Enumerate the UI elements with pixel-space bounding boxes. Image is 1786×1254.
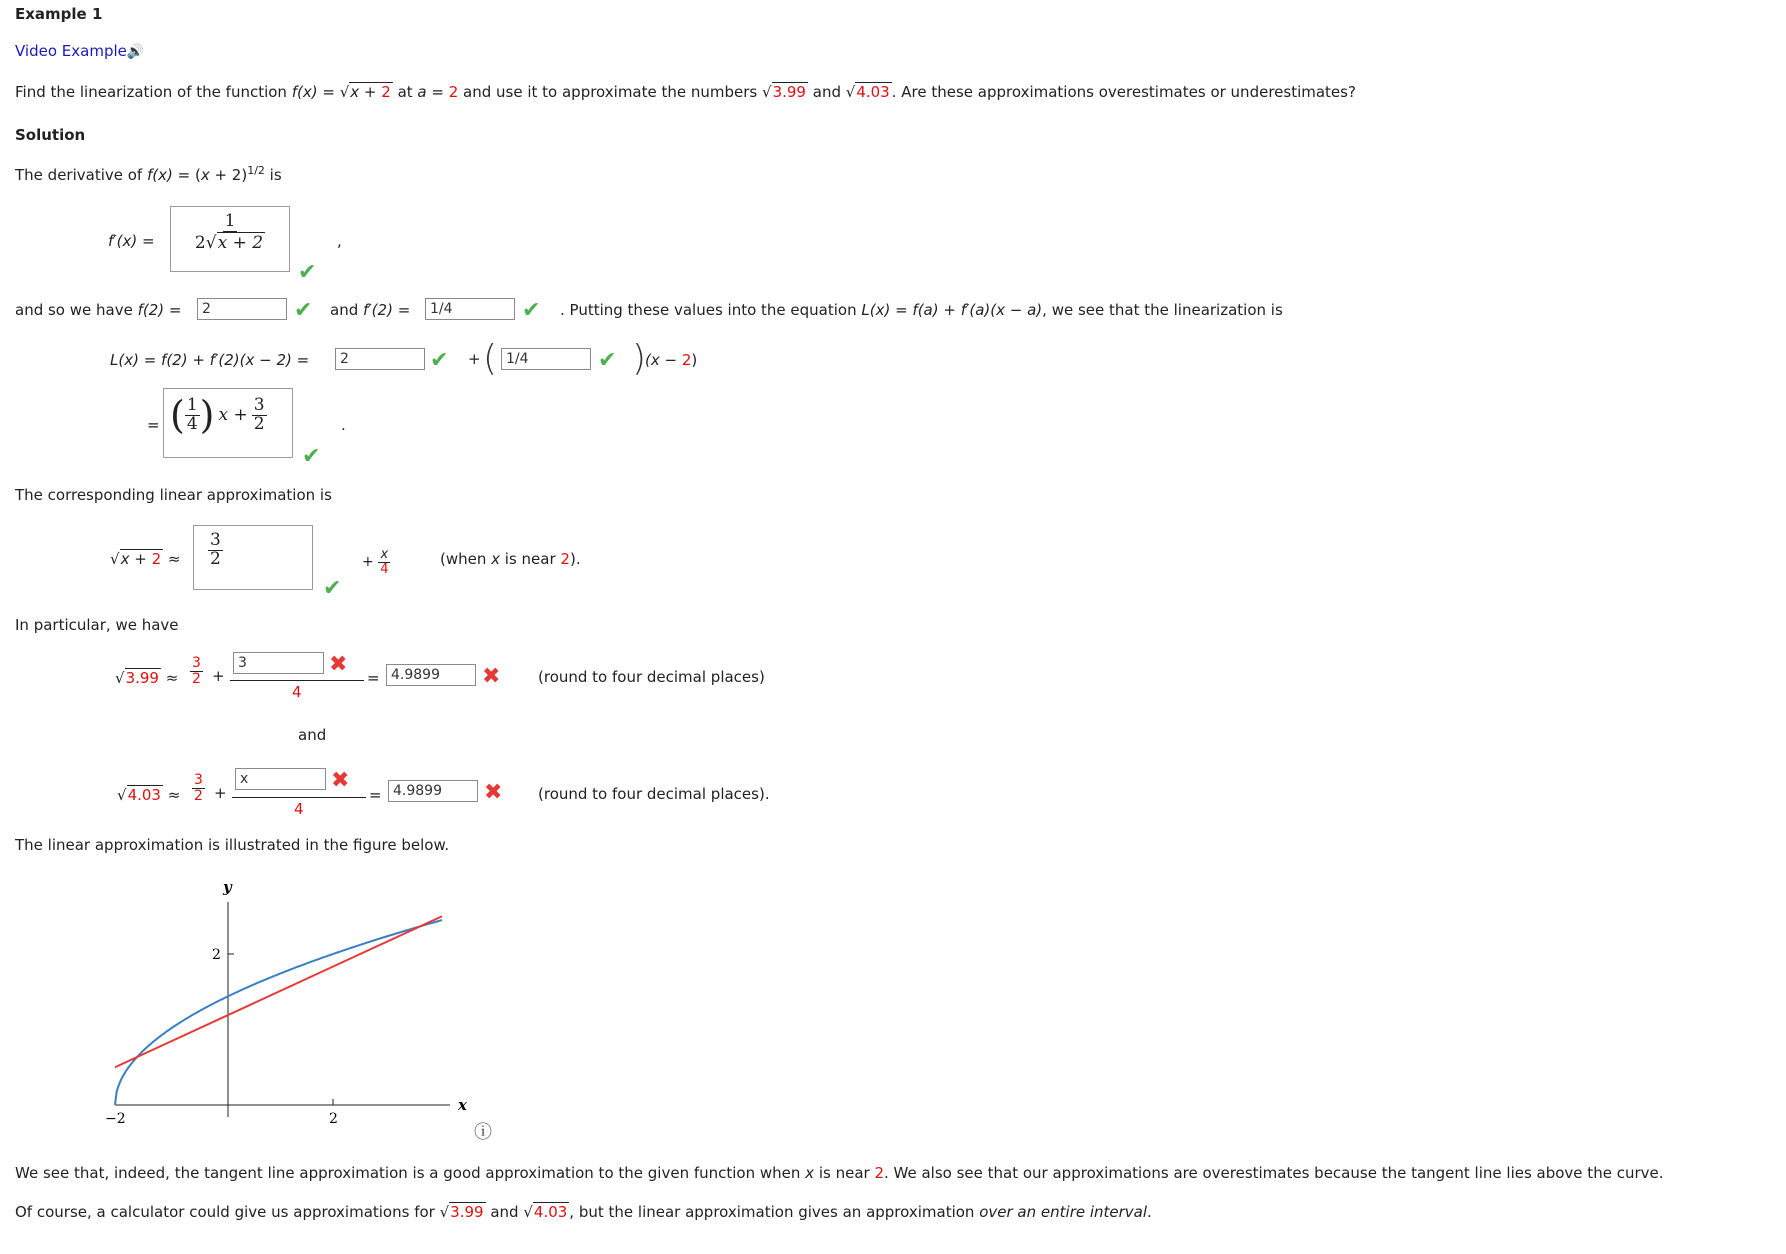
video-example-link[interactable] <box>15 42 144 60</box>
x-tick-neg-label: −2 <box>105 1111 126 1127</box>
check-icon: ✔ <box>302 444 321 469</box>
check-icon: ✔ <box>294 298 313 323</box>
row1-fraction-bar <box>230 680 364 681</box>
period: . <box>341 416 346 434</box>
sqrt-icon: √ <box>339 83 350 101</box>
y-tick-label: 2 <box>212 947 221 963</box>
cross-icon: ✖ <box>329 652 348 677</box>
cross-icon: ✖ <box>482 664 501 689</box>
row1-equals: = <box>367 669 380 687</box>
check-icon: ✔ <box>522 298 541 323</box>
paren-close: ) <box>632 338 647 379</box>
check-icon: ✔ <box>298 260 317 285</box>
equals-sign: = <box>147 416 160 434</box>
L-tail: (x − 2) <box>645 351 698 369</box>
row1-frac: $\frac{3}{2}$ <box>192 655 201 687</box>
L-lhs: L(x) = f(2) + f′(2)(x − 2) = <box>110 351 310 369</box>
fprime-answer-box[interactable]: $\frac{1}{2√x + 2}$ <box>170 206 290 272</box>
row1-plus: + <box>212 667 225 685</box>
tangent-line <box>115 916 442 1067</box>
y-axis-label: y <box>223 878 232 896</box>
row1-lhs: √3.99 ≈ <box>115 669 179 687</box>
check-icon: ✔ <box>598 348 617 373</box>
figure-caption: The linear approximation is illustrated in the figure below. <box>15 836 450 854</box>
approx-x-over-4: + $\frac{x}{4}$ <box>362 547 389 577</box>
paren-open: ( <box>483 338 498 379</box>
when-near-text: (when x is near 2). <box>440 550 581 568</box>
row2-denominator: 4 <box>294 800 304 818</box>
row2-result-input[interactable]: 4.9899 <box>388 780 478 802</box>
linearization-answer-box[interactable]: ( $\frac{1}{4}$ ) x + $\frac{3}{2}$ <box>163 388 293 458</box>
check-icon: ✔ <box>430 348 449 373</box>
conclusion-text: We see that, indeed, the tangent line approximation is a good approximation to the given function when x is near 2. We also see that our approximations are overestimates because the tangent line lies above the curve. <box>15 1164 1664 1182</box>
cross-icon: ✖ <box>331 768 350 793</box>
approx-lhs: √x + 2 ≈ <box>110 550 181 568</box>
linearization-graph <box>100 872 500 1150</box>
L-plus: + <box>468 350 481 368</box>
row2-plus: + <box>214 784 227 802</box>
row2-fraction-bar <box>232 797 366 798</box>
row2-equals: = <box>369 786 382 804</box>
row1-note: (round to four decimal places) <box>538 668 765 686</box>
f2-input[interactable]: 2 <box>197 298 287 320</box>
fp2-input[interactable]: 1/4 <box>425 298 515 320</box>
row1-denominator: 4 <box>292 683 302 701</box>
L-value2-input[interactable]: 1/4 <box>501 348 591 370</box>
row2-lhs: √4.03 ≈ <box>117 786 181 804</box>
f2-text: and so we have f(2) = <box>15 301 182 319</box>
x-tick-pos-label: 2 <box>329 1111 338 1127</box>
problem-statement: Find the linearization of the function f(x) = √x + 2 at a = 2 and use it to approximate the numbers √3.99 and √4.03 . Are these approximations overestimates or underestimates? <box>15 83 1356 101</box>
speaker-icon: 🔊 <box>126 44 145 60</box>
sqrt-curve <box>115 920 442 1105</box>
and-word: and <box>298 726 327 744</box>
check-icon: ✔ <box>323 576 342 601</box>
solution-heading: Solution <box>15 126 86 144</box>
corresponding-text: The corresponding linear approximation is <box>15 486 332 504</box>
fp2-text: and f′(2) = <box>330 301 411 319</box>
info-icon[interactable]: ⓘ <box>474 1122 492 1143</box>
example-heading: Example 1 <box>15 5 103 23</box>
linearization-text: . Putting these values into the equation L(x) = f(a) + f′(a)(x − a), we see that the linearization is <box>560 301 1283 319</box>
approx-answer-box[interactable]: $\frac{3}{2}$ <box>193 525 313 590</box>
x-axis-label: x <box>458 1096 467 1114</box>
row2-frac: $\frac{3}{2}$ <box>194 772 203 804</box>
row1-result-input[interactable]: 4.9899 <box>386 664 476 686</box>
L-value1-input[interactable]: 2 <box>335 348 425 370</box>
cross-icon: ✖ <box>484 780 503 805</box>
fprime-comma: , <box>337 232 342 250</box>
final-text: Of course, a calculator could give us approximations for √3.99 and √4.03 , but the linear approximation gives an approximation over an entire interval. <box>15 1203 1152 1221</box>
video-example-label: Video Example <box>15 42 127 60</box>
fprime-label: f′(x) = <box>108 232 155 250</box>
axes <box>115 902 450 1117</box>
row2-numerator-input[interactable]: x <box>235 768 326 790</box>
row2-note: (round to four decimal places). <box>538 785 770 803</box>
particular-text: In particular, we have <box>15 616 179 634</box>
derivative-intro: The derivative of $f(x) = (x + 2)^{1/2}$ is <box>15 164 282 184</box>
row1-numerator-input[interactable]: 3 <box>233 652 324 674</box>
